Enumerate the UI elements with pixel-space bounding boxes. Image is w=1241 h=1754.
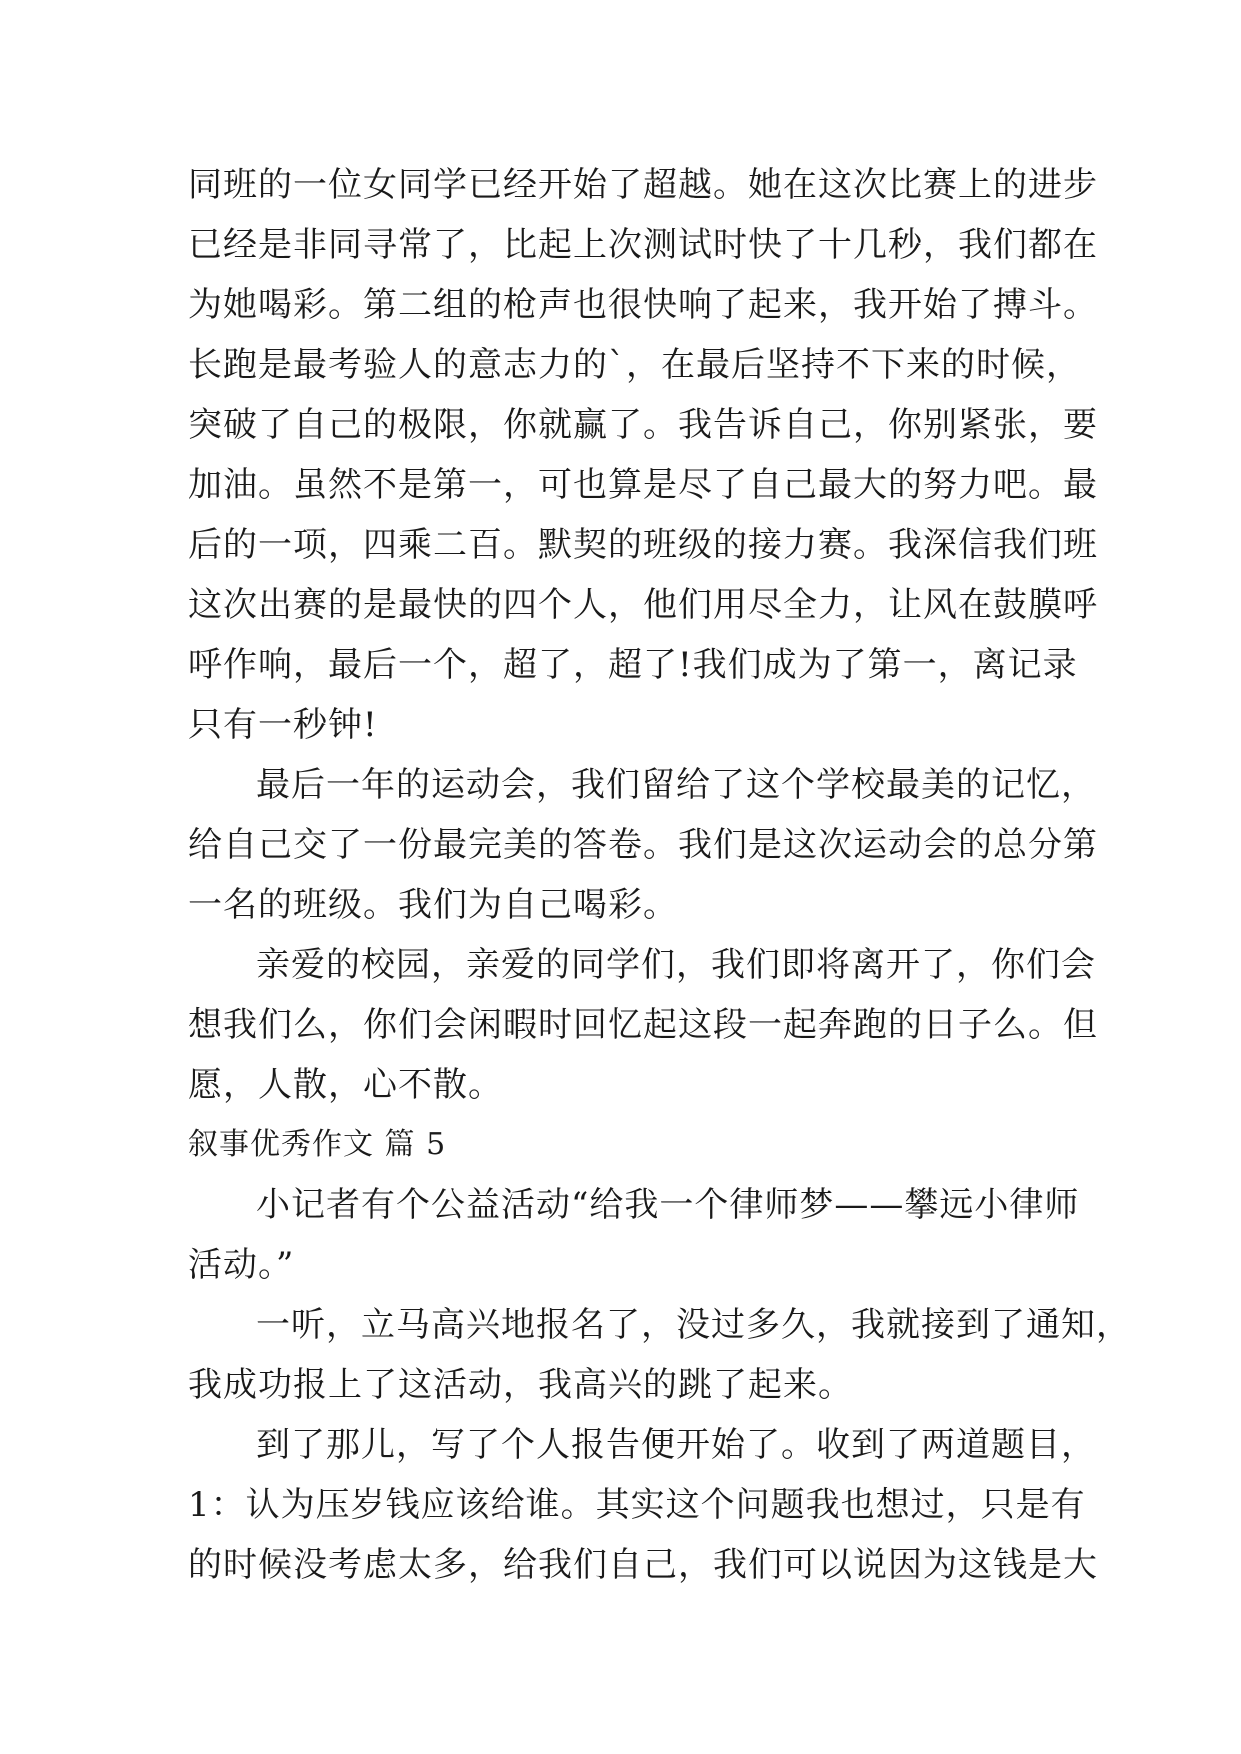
text-line: 突破了自己的极限，你就赢了。我告诉自己，你别紧张，要 — [188, 405, 1098, 445]
text-line: 这次出赛的是最快的四个人，他们用尽全力，让风在鼓膜呼 — [188, 585, 1098, 625]
text-line: 愿，人散，心不散。 — [188, 1065, 503, 1105]
text-line: 活动。” — [188, 1245, 295, 1285]
paragraph-first-line: 一听，立马高兴地报名了，没过多久，我就接到了通知， — [256, 1305, 1131, 1345]
section-heading: 叙事优秀作文 篇 5 — [188, 1127, 447, 1162]
text-line: 加油。虽然不是第一，可也算是尽了自己最大的努力吧。最 — [188, 465, 1098, 505]
text-line: 同班的一位女同学已经开始了超越。她在这次比赛上的进步 — [188, 165, 1098, 205]
text-line: 呼作响，最后一个，超了，超了!我们成为了第一，离记录 — [188, 645, 1078, 685]
text-line: 1：认为压岁钱应该给谁。其实这个问题我也想过，只是有 — [188, 1485, 1086, 1525]
text-line: 为她喝彩。第二组的枪声也很快响了起来，我开始了搏斗。 — [188, 285, 1098, 325]
paragraph-first-line: 小记者有个公益活动“给我一个律师梦——攀远小律师 — [256, 1185, 1080, 1225]
paragraph-first-line: 最后一年的运动会，我们留给了这个学校最美的记忆， — [256, 765, 1096, 805]
text-line: 的时候没考虑太多，给我们自己，我们可以说因为这钱是大 — [188, 1545, 1098, 1585]
text-line: 给自己交了一份最完美的答卷。我们是这次运动会的总分第 — [188, 825, 1098, 865]
text-line: 只有一秒钟! — [188, 705, 378, 745]
text-line: 后的一项，四乘二百。默契的班级的接力赛。我深信我们班 — [188, 525, 1098, 565]
text-line: 我成功报上了这活动，我高兴的跳了起来。 — [188, 1365, 853, 1405]
paragraph-first-line: 亲爱的校园，亲爱的同学们，我们即将离开了，你们会 — [256, 945, 1096, 985]
text-line: 一名的班级。我们为自己喝彩。 — [188, 885, 678, 925]
text-line: 长跑是最考验人的意志力的`，在最后坚持不下来的时候， — [188, 345, 1081, 385]
text-line: 已经是非同寻常了，比起上次测试时快了十几秒，我们都在 — [188, 225, 1098, 265]
text-line: 想我们么，你们会闲暇时回忆起这段一起奔跑的日子么。但 — [188, 1005, 1098, 1045]
paragraph-first-line: 到了那儿，写了个人报告便开始了。收到了两道题目， — [256, 1425, 1096, 1465]
